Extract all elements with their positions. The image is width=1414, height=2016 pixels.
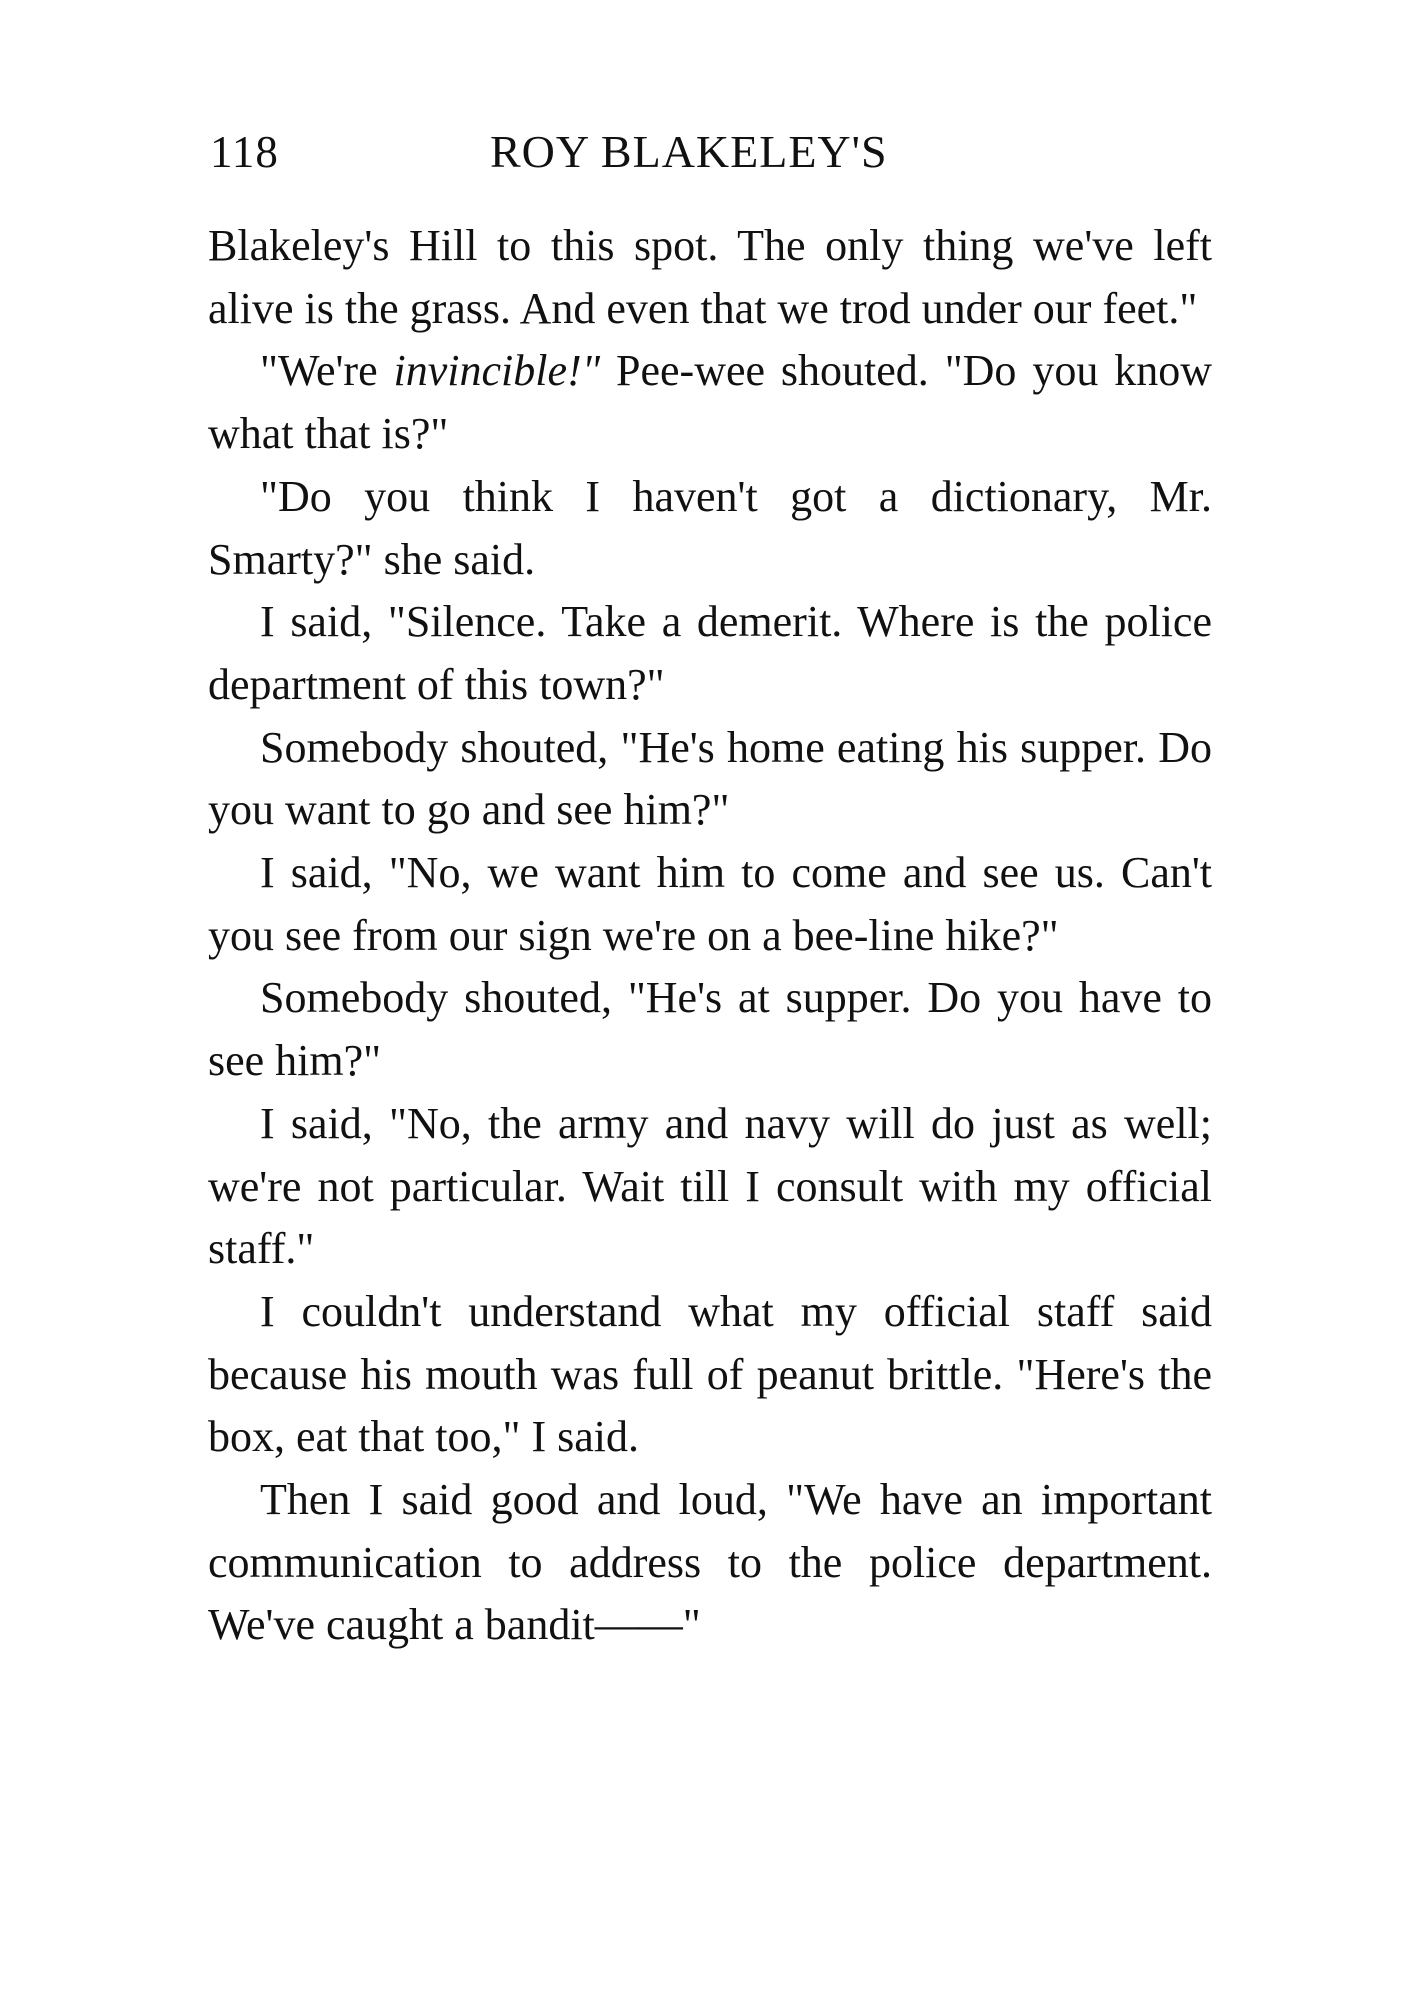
quote-after: Pee-wee shouted. "Do you know what that is?" bbox=[208, 346, 1212, 459]
quote-before: "We're bbox=[260, 346, 394, 396]
paragraph-8: I said, "No, the army and navy will do just as well; we're not particular. Wait till I consult with my official staff." bbox=[208, 1098, 1212, 1274]
paragraph-6: I said, "No, we want him to come and see us. Can't you see from our sign we're on a bee-line hike?" bbox=[208, 848, 1212, 960]
paragraph-3: "Do you think I haven't got a dictionary, Mr. Smarty?" she said. bbox=[208, 471, 1212, 584]
paragraph-4: I said, "Silence. Take a demerit. Where is the police department of this town?" bbox=[208, 597, 1212, 709]
paragraph-5: Somebody shouted, "He's home eating his supper. Do you want to go and see him?" bbox=[208, 722, 1212, 835]
page-number: 118 bbox=[210, 127, 279, 177]
italic-emphasis: invincible!" bbox=[393, 346, 601, 396]
body-text bbox=[208, 215, 1212, 1657]
paragraph-10: Then I said good and loud, "We have an important communication to address to the police department. We've caught a bandit——" bbox=[208, 1475, 1212, 1650]
running-head: ROY BLAKELEY'S bbox=[490, 126, 888, 177]
paragraph-7: Somebody shouted, "He's at supper. Do you have to see him?" bbox=[208, 973, 1212, 1086]
paragraph-1: Blakeley's Hill to this spot. The only thing we've left alive is the grass. And even that we trod under our feet." bbox=[208, 221, 1212, 333]
page-header bbox=[208, 122, 1212, 182]
paragraph-2 bbox=[208, 340, 1212, 465]
paragraph-9: I couldn't understand what my official staff said because his mouth was full of peanut brittle. "Here's the box, eat that too," I said. bbox=[208, 1286, 1212, 1462]
